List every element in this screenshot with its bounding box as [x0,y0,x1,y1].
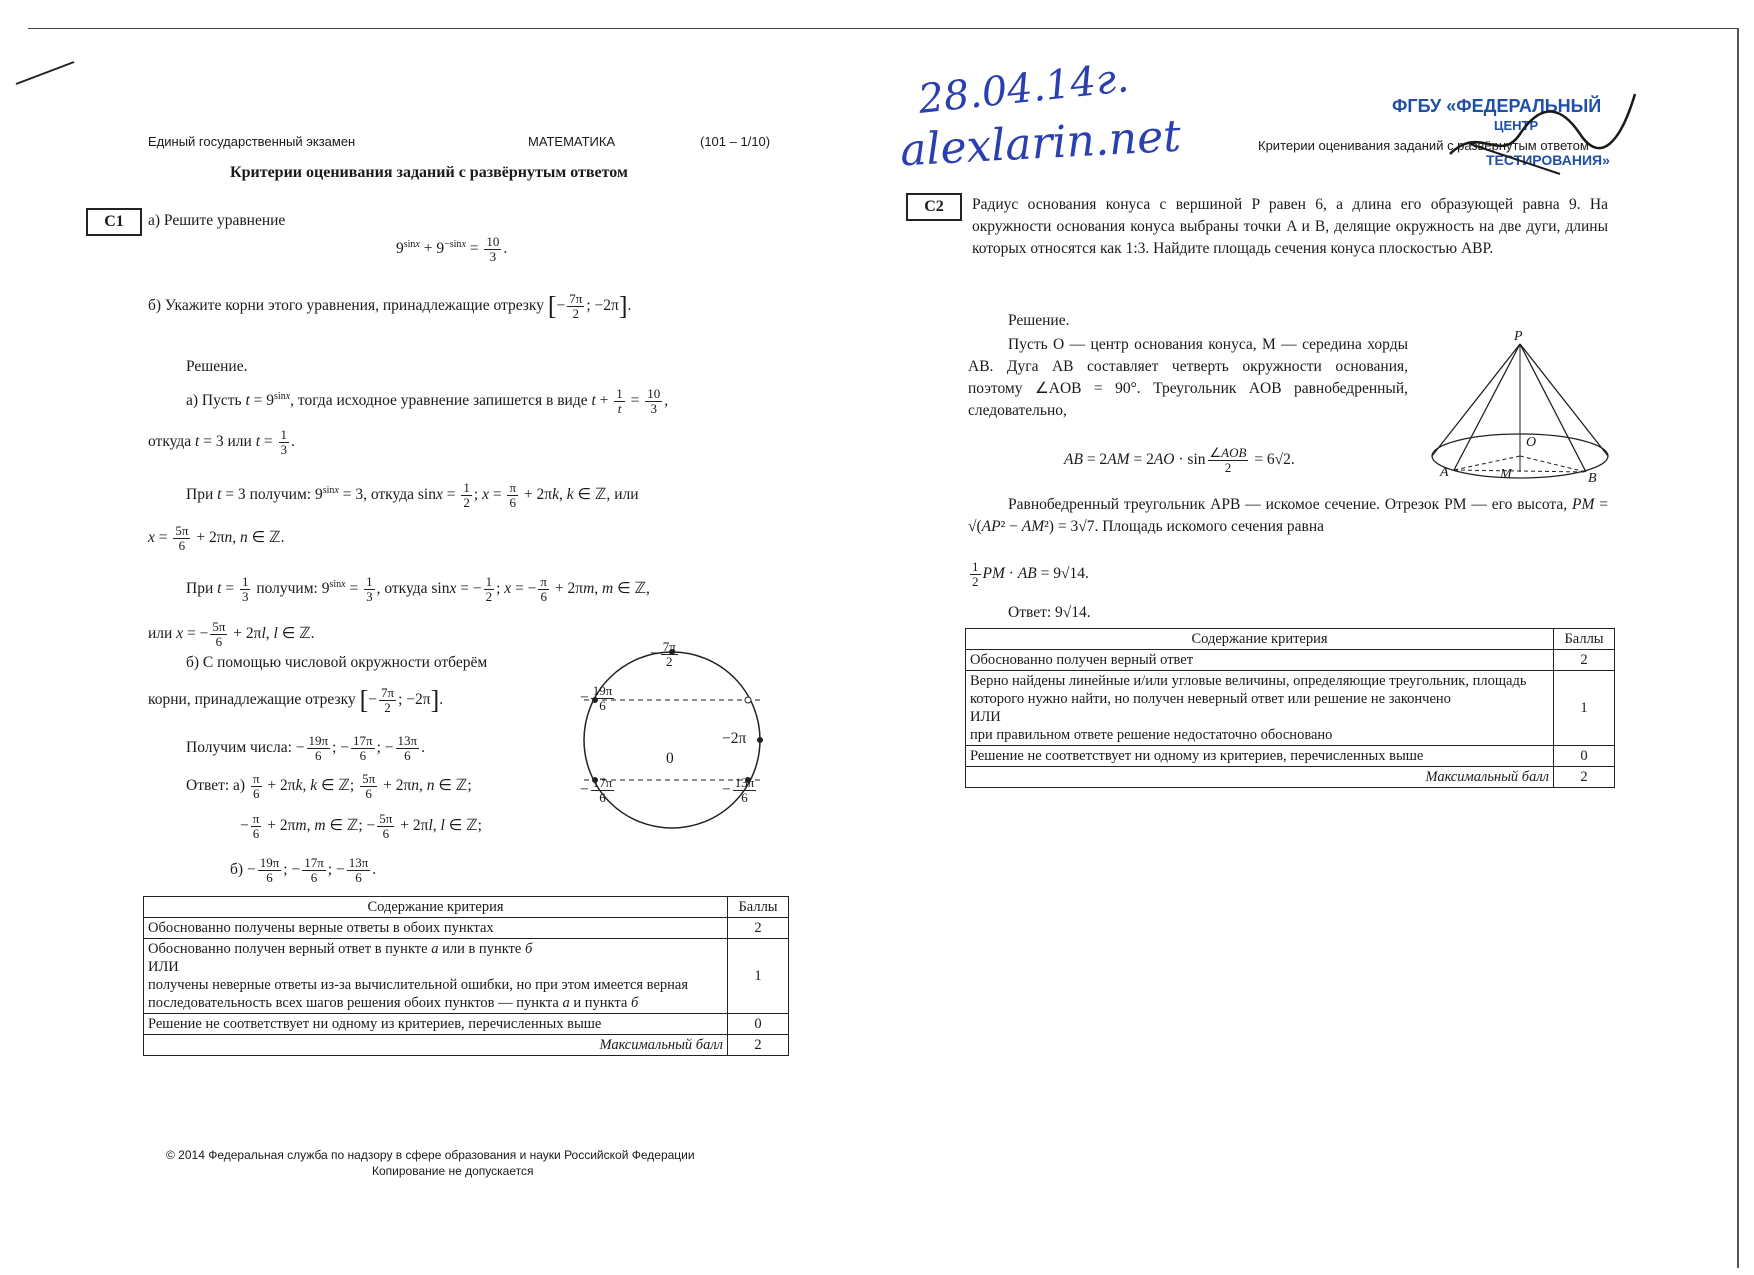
sol-p2-a: Равнобедренный треугольник APB — искомое сечение. Отрезок PM — его высота, [1008,496,1568,513]
table-head-content: Содержание критерия [144,897,728,918]
criterion-text: Обоснованно получен верный ответ [966,650,1554,671]
case-t3-or: или [614,486,639,504]
max-label: Максимальный балл [966,767,1554,788]
criterion-points: 0 [1554,746,1615,767]
criterion-item-b: б [630,995,639,1011]
criterion-part: получены неверные ответы из-за вычислительной ошибки, но при этом имеется верная последовательность всех шагов решения обоих пунктов — пункта [148,977,688,1011]
cone-label-a: A [1440,465,1449,480]
answer-b-line: б) − $\frac{19\pi}{6}$ ; − $\frac{17\pi}{6}$ ; − $\frac{13\pi}{6}$ . [230,855,377,885]
page-title: Критерии оценивания заданий с развёрнутым ответом [230,164,628,181]
right-solution-p1: Пусть O — центр основания конуса, M — середина хорды AB. Дуга AB составляет четверть окружности основания, поэтому ∠AOB = 90°. Треугольник AOB равнобедренный, следовательно, [968,336,1408,419]
case-t13-mid: получим: [256,580,318,598]
answer-a-line2: − $\frac{\pi}{6}$ + 2πm, m ∈ ℤ; − $\frac{5\pi}{6}$ + 2πl, l ∈ ℤ; [240,811,482,841]
circle-label-13pi: − $\frac{13\pi}{6}$ [722,775,755,805]
answer-label: Ответ: а) [186,777,246,795]
max-points: 2 [728,1035,789,1056]
solution-label: Решение. [186,358,248,375]
criterion-item-a: а [562,995,570,1011]
case-t3-mid: получим: [249,486,312,504]
table-row [966,671,1615,746]
answer-a-line1: Ответ: а) $\frac{\pi}{6}$ + 2πk, k ∈ ℤ; $\frac{5\pi}{6}$ + 2πn, n ∈ ℤ; [186,771,472,801]
case-t3: При t = 3 получим: $9^{sinx} = 3$, откуда sinx = $\frac{1}{2}$ ; x = $\frac{\pi}{6}$ + 2πk, k ∈ ℤ, или [186,480,639,511]
case-t3-pre: При [186,486,214,504]
table-row-max [144,1035,789,1056]
stamp-bottom: ТЕСТИРОВАНИЯ» [1486,152,1610,168]
circle-label-17pi: − $\frac{17\pi}{6}$ [580,775,613,805]
criterion-part: Верно найдены линейные и/или угловые величины, определяющие треугольник, площадь которого нужно найти, но получен неверный ответ или решение не закончено [970,673,1527,707]
circle-label-2pi: −2π [722,730,747,747]
equation-main: $9^{sinx} + 9^{-sinx}$ = $\frac{10}{3}$ . [396,234,508,265]
circle-label-top: − $\frac{7\pi}{2}$ [650,639,676,669]
right-solution-label: Решение. [1008,312,1070,329]
max-points: 2 [1554,767,1615,788]
numbers-line: Получим числа: − $\frac{19\pi}{6}$ ; − $\frac{17\pi}{6}$ ; − $\frac{13\pi}{6}$ . [186,733,425,763]
criterion-part: Обоснованно получен верный ответ в пункте [148,941,428,957]
table-row [144,918,789,939]
handwritten-date: 28.04.14г. [916,55,1131,123]
case-t3-second: x = $\frac{5\pi}{6}$ + 2πn, n ∈ ℤ. [148,523,285,553]
case-t13: При t = $\frac{1}{3}$ получим: $9^{sinx}$ = $\frac{1}{3}$ , откуда sinx = − $\frac{1}{2}$ ; x = − $\frac{\pi}{6}$ + 2πm, m ∈ ℤ, [186,574,650,605]
criterion-part: и пункта [573,995,628,1011]
sol-a-start: а) Пусть [186,392,242,410]
part-b-line1: б) С помощью числовой окружности отберём [186,654,488,671]
part-b-label: корни, принадлежащие отрезку [148,691,356,709]
circle-label-zero: 0 [666,750,674,767]
solution-a-roots: откуда t = 3 или t = $\frac{1}{3}$ . [148,427,295,457]
pen-stroke [14,58,78,88]
sol-a-from: откуда [148,433,192,451]
table-row [144,1014,789,1035]
signature [1440,84,1640,184]
formula-ab: AB = 2AM = 2AO · sin $\frac{\text{∠AOB}}{2}$ = 6√2. [1064,445,1295,475]
criterion-or: ИЛИ [970,709,1001,725]
header-subject: МАТЕМАТИКА [528,134,616,149]
circle-label-19pi: − $\frac{19\pi}{6}$ [580,683,613,713]
stamp-mid: ЦЕНТР [1494,118,1539,133]
case-t13-or: или [148,625,173,643]
criterion-item-a: а [431,941,439,957]
right-solution-p2: Равнобедренный треугольник APB — искомое сечение. Отрезок PM — его высота, PM = √(AP² − AM²) = 3√7. Площадь искомого сечения равна [968,496,1609,535]
criterion-text [144,939,728,1014]
scan-border-right [1737,28,1739,1268]
right-answer-label: Ответ: [1008,604,1052,621]
cone-label-b: B [1588,471,1597,486]
area-formula: $\frac{1}{2}$ PM · AB = 9√14. [972,559,1089,589]
solution-a-line: а) Пусть $t = 9^{sinx}$, тогда исходное уравнение запишется в виде t + $\frac{1}{t}$ = $\frac{10}{3}$ , [186,386,669,417]
table-row [966,650,1615,671]
sol-a-mid: , тогда исходное уравнение запишется в виде [290,392,588,410]
table-head-content: Содержание критерия [966,629,1554,650]
table-head-points: Баллы [728,897,789,918]
table-row [966,746,1615,767]
case-t13-second: или x = − $\frac{5\pi}{6}$ + 2πl, l ∈ ℤ. [148,619,315,649]
criterion-part: при правильном ответе решение недостаточно обосновано [970,727,1333,743]
task-b-text: б) Укажите корни этого уравнения, принадлежащие отрезку [− $\frac{7\pi}{2}$ ; −2π]. [148,291,632,321]
criterion-points: 2 [1554,650,1615,671]
table-row [144,939,789,1014]
case-t13-pre: При [186,580,214,598]
right-header: Критерии оценивания заданий с развёрнутым ответом [1258,138,1589,153]
case-t3-from: откуда [370,486,415,504]
task-tag-c2: С2 [906,193,962,221]
criterion-part: или в пункте [442,941,522,957]
task-c2-text: Радиус основания конуса с вершиной P равен 6, а длина его образующей равна 9. На окружности основания конуса выбраны точки A и B, делящие окружность на две дуги, длины которых относятся как 1:3. Найдите площадь сечения конуса плоскостью ABP. [972,196,1608,257]
cone-label-o: O [1526,435,1537,450]
answer-b-label: б) [230,861,244,879]
sol-p2-b: Площадь искомого сечения равна [1102,518,1325,535]
criterion-text: Решение не соответствует ни одному из критериев, перечисленных выше [144,1014,728,1035]
numbers-label: Получим числа: [186,739,292,757]
task-b-label: б) Укажите корни этого уравнения, принадлежащие отрезку [148,297,544,315]
criterion-text: Решение не соответствует ни одному из критериев, перечисленных выше [966,746,1554,767]
case-t13-from: откуда [384,580,428,598]
right-answer: Ответ: 9√14. [1008,604,1091,621]
criteria-table-c2 [965,628,1615,788]
header-variant: (101 – 1/10) [700,134,771,149]
stamp-top: ФГБУ «ФЕДЕРАЛЬНЫЙ [1392,96,1602,116]
cone-label-p: P [1514,329,1523,344]
cone-label-m: M [1500,467,1512,482]
criteria-table-c1 [143,896,789,1056]
criterion-text [966,671,1554,746]
criterion-item-b: б [524,941,533,957]
criterion-points: 1 [1554,671,1615,746]
handwritten-site: alexlarin.net [898,110,1183,177]
task-a-text: а) Решите уравнение [148,212,286,229]
criterion-text: Обоснованно получены верные ответы в обоих пунктах [144,918,728,939]
header-exam: Единый государственный экзамен [148,134,356,149]
table-row-max [966,767,1615,788]
table-head-points: Баллы [1554,629,1615,650]
criterion-points: 2 [728,918,789,939]
criterion-or: ИЛИ [148,959,179,975]
max-label: Максимальный балл [144,1035,728,1056]
sol-a-or: или [227,433,252,451]
criterion-points: 1 [728,939,789,1014]
footer-copyright: © 2014 Федеральная служба по надзору в сфере образования и науки Российской Федерации [166,1148,695,1162]
cone-figure [1426,334,1616,484]
criterion-points: 0 [728,1014,789,1035]
scan-border [28,28,1738,29]
part-b-line2: корни, принадлежащие отрезку [− $\frac{7\pi}{2}$ ; −2π]. [148,685,444,715]
task-tag-c1: С1 [86,208,142,236]
footer-copy-note: Копирование не допускается [372,1164,534,1178]
